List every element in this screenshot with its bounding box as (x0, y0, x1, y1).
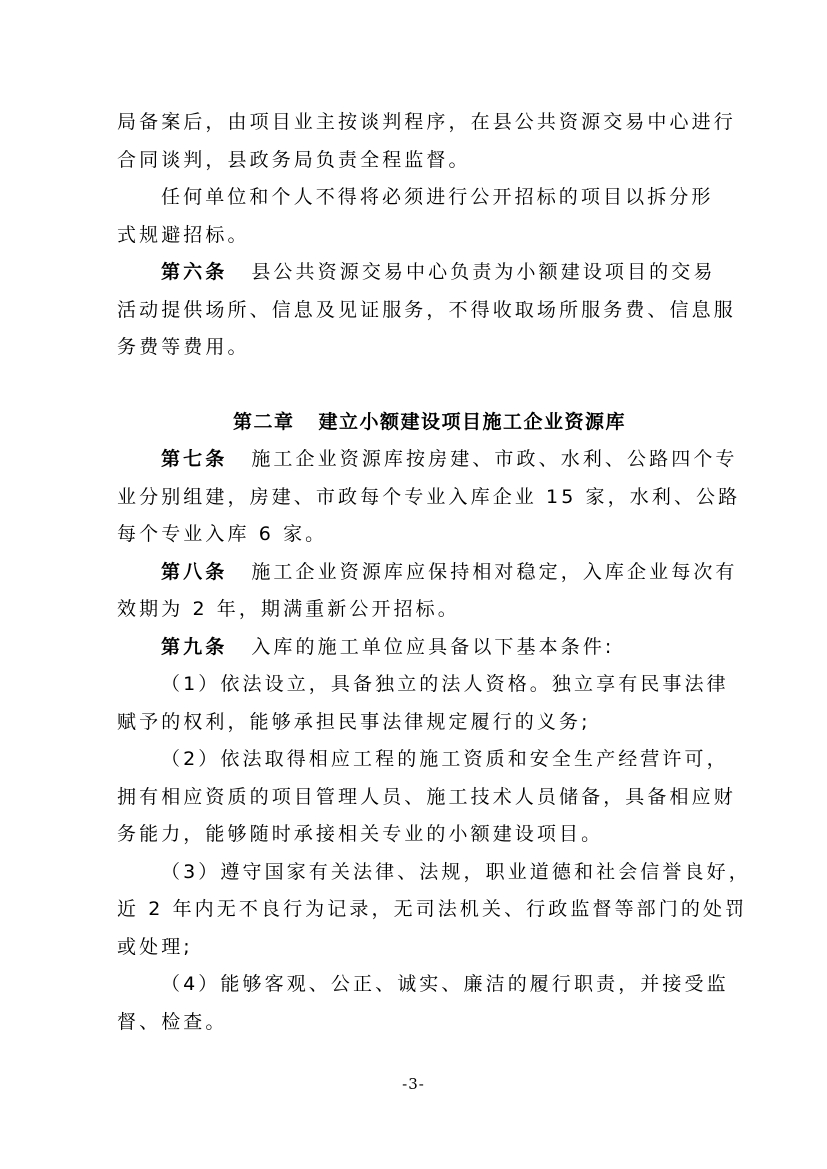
condition-4: （4）能够客观、公正、诚实、廉洁的履行职责，并接受监 (161, 973, 729, 995)
paragraph-line: 拥有相应资质的项目管理人员、施工技术人员储备，具备相应财 (117, 785, 736, 808)
paragraph-line: 每个专业入库 6 家。 (117, 523, 328, 545)
paragraph-line: 式规避招标。 (117, 223, 250, 246)
condition-1: （1）依法设立，具备独立的法人资格。独立享有民事法律 (161, 673, 729, 695)
paragraph-line: 业分别组建，房建、市政每个专业入库企业 15 家，水利、公路 (117, 485, 741, 508)
paragraph-line: 赋予的权利，能够承担民事法律规定履行的义务; (117, 710, 591, 733)
condition-2: （2）依法取得相应工程的施工资质和安全生产经营许可， (161, 748, 729, 770)
paragraph-line: 务费等费用。 (117, 336, 250, 358)
paragraph-line: 合同谈判，县政务局负责全程监督。 (117, 148, 471, 171)
chapter-heading (117, 404, 742, 442)
page-number: -3- (402, 1075, 425, 1093)
paragraph-line: 近 2 年内无不良行为记录，无司法机关、行政监督等部门的处罚 (117, 898, 748, 920)
article-text: 县公共资源交易中心负责为小额建设项目的交易 (251, 261, 716, 283)
article-heading: 第八条 (161, 560, 228, 583)
document-page (117, 104, 751, 1041)
paragraph-line: 局备案后，由项目业主按谈判程序，在县公共资源交易中心进行 (117, 111, 736, 133)
article-text: 施工企业资源库应保持相对稳定，入库企业每次有 (251, 560, 738, 583)
article-heading: 第六条 (161, 261, 228, 283)
article-6 (117, 254, 742, 292)
paragraph-line: 务能力，能够随时承接相关专业的小额建设项目。 (117, 823, 604, 845)
paragraph-line: 督、检查。 (117, 1010, 228, 1033)
article-9 (117, 629, 742, 667)
article-text: 施工企业资源库按房建、市政、水利、公路四个专 (251, 448, 738, 470)
article-text: 入库的施工单位应具备以下基本条件: (251, 635, 615, 658)
article-heading: 第七条 (161, 448, 228, 470)
paragraph-line: 任何单位和个人不得将必须进行公开招标的项目以拆分形 (161, 186, 714, 208)
article-7 (117, 441, 742, 479)
paragraph-line: 或处理; (117, 935, 193, 958)
article-8 (117, 554, 742, 592)
article-heading: 第九条 (161, 635, 228, 658)
chapter-number: 第二章 (232, 410, 295, 433)
chapter-title: 建立小额建设项目施工企业资源库 (318, 410, 627, 433)
condition-3: （3）遵守国家有关法律、法规，职业道德和社会信誉良好， (161, 860, 751, 883)
paragraph-line: 效期为 2 年，期满重新公开招标。 (117, 598, 460, 620)
paragraph-line: 活动提供场所、信息及见证服务，不得收取场所服务费、信息服 (117, 298, 736, 321)
